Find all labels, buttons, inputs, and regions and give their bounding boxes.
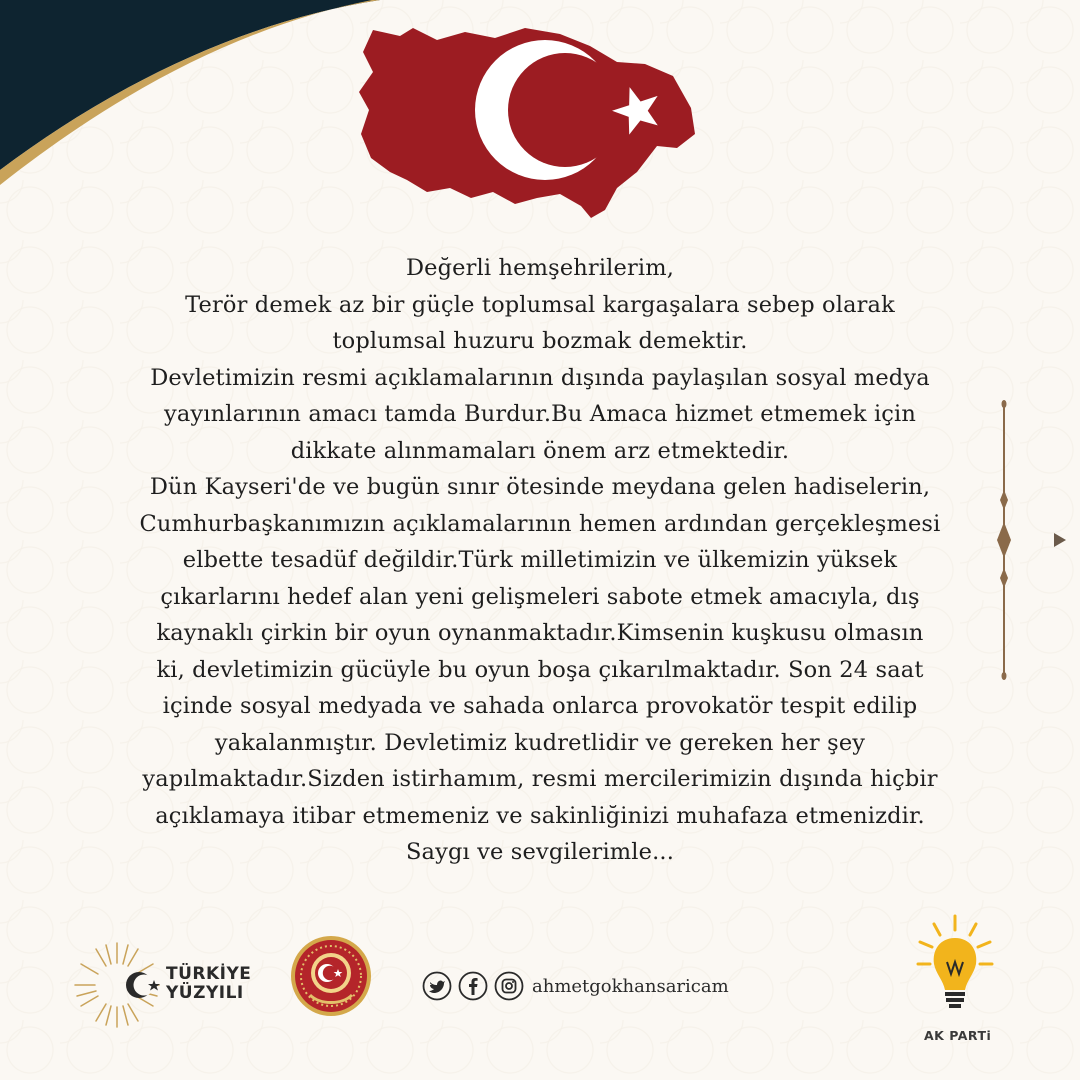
- corner-decoration: [0, 0, 380, 200]
- message-line: dikkate alınmamaları önem arz etmektedir.: [290, 437, 790, 464]
- message-line: elbette tesadüf değildir.Türk milletimizin ve ülkemizin yüksek: [182, 547, 898, 573]
- ak-parti-label: AK PARTi: [924, 1028, 992, 1043]
- message-line: Terör demek az bir güçle toplumsal kargaşalara sebep olarak: [185, 291, 895, 318]
- message-line: Cumhurbaşkanımızın açıklamalarının hemen ardından gerçekleşmesi: [139, 510, 941, 537]
- message-line: kaynaklı çirkin bir oyun oynanmaktadır.Kimsenin kuşkusu olmasın: [156, 620, 924, 646]
- message-line: içinde sosyal medyada ve sahada onlarca provokatör tespit edilip: [162, 693, 918, 719]
- social-handle[interactable]: ahmetgokhansaricam: [532, 975, 729, 997]
- message-line: Saygı ve sevgilerimle...: [405, 839, 674, 865]
- social-links: [422, 971, 729, 1001]
- next-arrow-icon[interactable]: [1052, 530, 1068, 550]
- message-line: çıkarlarını hedef alan yeni gelişmeleri sabote etmek amacıyla, dış: [160, 583, 920, 610]
- turkiye-yuzyili-text: [166, 965, 251, 1003]
- message-line: ki, devletimizin gücüyle bu oyun boşa çıkarılmaktadır. Son 24 saat: [156, 656, 924, 683]
- tbmm-seal-icon: [290, 935, 372, 1017]
- side-ornament: [992, 400, 1016, 680]
- message-line: Devletimizin resmi açıklamalarının dışında paylaşılan sosyal medya: [150, 364, 930, 391]
- message-text: [40, 250, 1040, 871]
- instagram-icon[interactable]: [494, 971, 524, 1001]
- message-line: yayınlarının amacı tamda Burdur.Bu Amaca hizmet etmemek için: [163, 401, 917, 427]
- facebook-icon[interactable]: [458, 971, 488, 1001]
- message-line: yakalanmıştır. Devletimiz kudretlidir ve gereken her şey: [214, 729, 866, 756]
- footer: [0, 935, 1080, 1055]
- message-line: Dün Kayseri'de ve bugün sınır ötesinde meydana gelen hadiselerin,: [149, 474, 931, 500]
- message-line: toplumsal huzuru bozmak demektir.: [332, 328, 748, 354]
- turkey-flag-map: [355, 22, 700, 222]
- message-line: açıklamaya itibar etmemeniz ve sakinliğinizi muhafaza etmenizdir.: [155, 802, 925, 829]
- turkiye-yuzyili-line2: YÜZYILI: [166, 983, 244, 1003]
- ak-parti-logo: [912, 910, 998, 1030]
- message-line: yapılmaktadır.Sizden istirhamım, resmi mercilerimizin dışında hiçbir: [142, 766, 938, 792]
- message-line: Değerli hemşehrilerim,: [405, 255, 675, 281]
- twitter-icon[interactable]: [422, 971, 452, 1001]
- turkiye-yuzyili-line1: TÜRKİYE: [166, 964, 252, 984]
